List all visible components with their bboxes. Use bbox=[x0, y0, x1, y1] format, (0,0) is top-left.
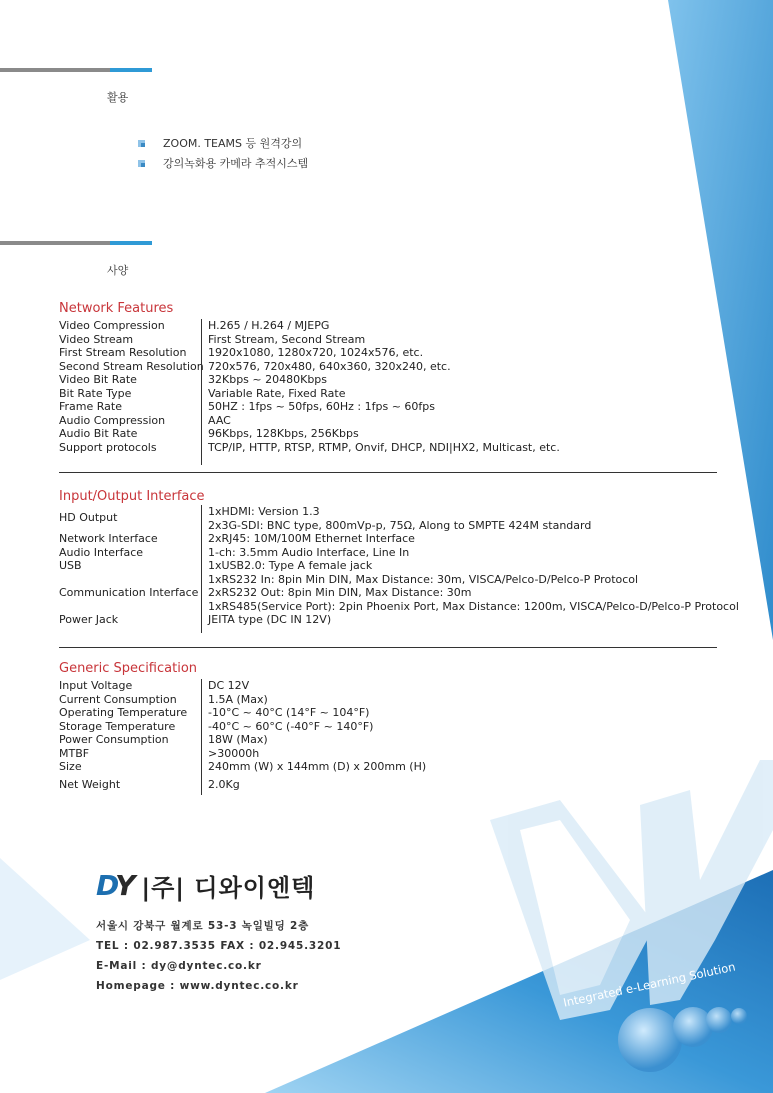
table-row: USB 1xUSB2.0: Type A female jack bbox=[59, 559, 373, 572]
company-homepage: Homepage : www.dyntec.co.kr bbox=[96, 980, 299, 992]
specs-heading: 사양 bbox=[107, 264, 129, 277]
usage-list bbox=[138, 133, 308, 173]
company-tel-fax: TEL : 02.987.3535 FAX : 02.945.3201 bbox=[96, 940, 342, 952]
section-divider-usage bbox=[0, 68, 152, 72]
section-rule bbox=[59, 647, 717, 648]
company-address: 서울시 강북구 월계로 53-3 녹일빌딩 2층 bbox=[96, 920, 310, 932]
generic-spec-table bbox=[59, 679, 426, 795]
table-row: First Stream Resolution 1920x1080, 1280x720, 1024x576, etc. bbox=[59, 346, 424, 359]
io-interface-title: Input/Output Interface bbox=[59, 489, 205, 504]
io-interface-table bbox=[59, 505, 739, 633]
table-row: Power Jack JEITA type (DC IN 12V) bbox=[59, 613, 739, 633]
table-row: MTBF >30000h bbox=[59, 746, 260, 760]
table-row: Communication Interface 1xRS232 In: 8pin Min DIN, Max Distance: 30m, VISCA/Pelco-D/Pelco-P Protocol 2xRS232 Out: 8pin Min DIN, Max Distance: 30m 1xRS485(Service Port): 2pin Phoenix Port, Max Distance: 1200m, VISCA/Pelco-D/Pelco-P Protocol bbox=[59, 572, 739, 613]
table-row: Network Interface 2xRJ45: 10M/100M Ethernet Interface bbox=[59, 532, 415, 545]
generic-spec-title: Generic Specification bbox=[59, 661, 198, 676]
list-item: 강의녹화용 카메라 추적시스템 bbox=[138, 153, 308, 173]
table-row: Second Stream Resolution 720x576, 720x480, 640x360, 320x240, etc. bbox=[59, 359, 451, 373]
company-email: E-Mail : dy@dyntec.co.kr bbox=[96, 960, 262, 972]
slogan: Integrated e-Learning Solution bbox=[562, 959, 737, 1010]
table-row: Bit Rate Type Variable Rate, Fixed Rate bbox=[59, 386, 346, 400]
list-item: ZOOM. TEAMS 등 원격강의 bbox=[138, 133, 308, 153]
table-row: Power Consumption 18W (Max) bbox=[59, 733, 268, 746]
company-logo bbox=[96, 868, 315, 903]
section-rule bbox=[59, 472, 717, 473]
table-row: Net Weight 2.0Kg bbox=[59, 778, 426, 796]
table-row: Storage Temperature -40°C ~ 60°C (-40°F ~ 140°F) bbox=[59, 719, 374, 733]
square-bullet-icon bbox=[138, 140, 145, 147]
table-row: Frame Rate 50HZ : 1fps ~ 50fps, 60Hz : 1fps ~ 60fps bbox=[59, 400, 435, 413]
table-row: Video Compression H.265 / H.264 / MJEPG bbox=[59, 319, 330, 332]
table-row: Input Voltage DC 12V bbox=[59, 679, 250, 692]
table-row: Video Bit Rate 32Kbps ~ 20480Kbps bbox=[59, 373, 328, 386]
company-contact bbox=[96, 916, 341, 996]
table-row: Operating Temperature -10°C ~ 40°C (14°F ~ 104°F) bbox=[59, 706, 370, 719]
table-row: HD Output 1xHDMI: Version 1.3 2x3G-SDI: BNC type, 800mVp-p, 75Ω, Along to SMPTE 424M standard bbox=[59, 505, 592, 532]
table-row: Audio Compression AAC bbox=[59, 413, 231, 427]
network-features-table bbox=[59, 319, 560, 465]
table-row: Current Consumption 1.5A (Max) bbox=[59, 692, 268, 706]
table-row: Size 240mm (W) x 144mm (D) x 200mm (H) bbox=[59, 760, 426, 778]
square-bullet-icon bbox=[138, 160, 145, 167]
network-features-title: Network Features bbox=[59, 301, 174, 316]
usage-heading: 활용 bbox=[107, 91, 129, 104]
table-row: Support protocols TCP/IP, HTTP, RTSP, RTMP, Onvif, DHCP, NDI|HX2, Multicast, etc. bbox=[59, 441, 560, 466]
dy-logo-mark: DY bbox=[96, 869, 134, 902]
table-row: Video Stream First Stream, Second Stream bbox=[59, 332, 366, 346]
section-divider-specs bbox=[0, 241, 152, 245]
company-name: |주| 디와이엔텍 bbox=[141, 874, 316, 902]
table-row: Audio Bit Rate 96Kbps, 128Kbps, 256Kbps bbox=[59, 427, 359, 440]
table-row: Audio Interface 1-ch: 3.5mm Audio Interface, Line In bbox=[59, 545, 410, 559]
